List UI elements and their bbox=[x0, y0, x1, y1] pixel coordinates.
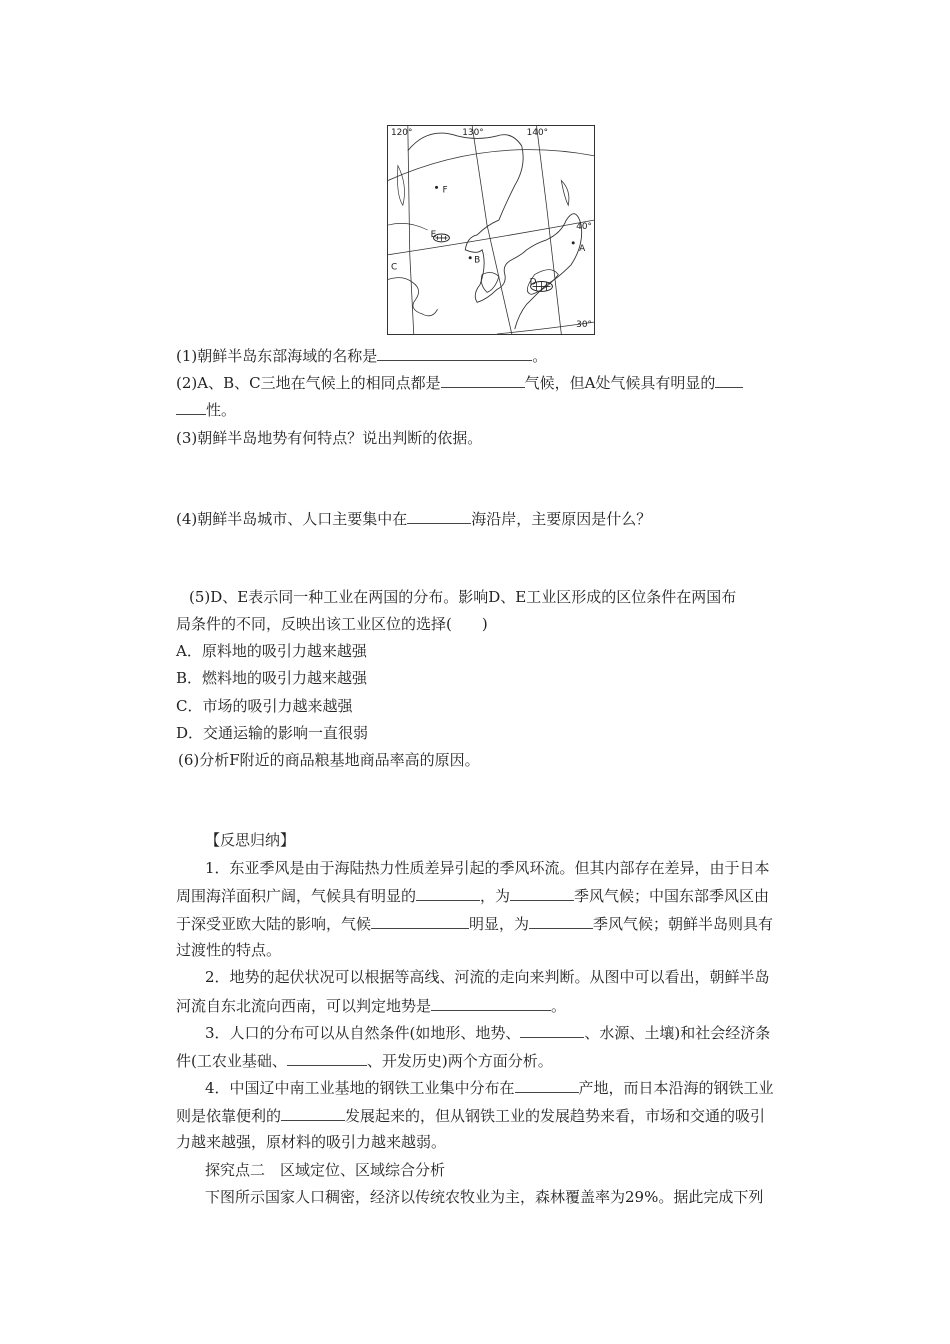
answer-blank[interactable] bbox=[176, 398, 206, 415]
option-b[interactable]: B．燃料地的吸引力越来越强 bbox=[176, 669, 368, 687]
question-1: (1)朝鲜半岛东部海域的名称是 。 bbox=[176, 344, 547, 367]
option-c[interactable]: C．市场的吸引力越来越强 bbox=[176, 697, 353, 715]
lon-label-120: 120° bbox=[390, 127, 413, 138]
east-asia-map bbox=[387, 125, 595, 335]
reflection-p1-line2: 周围海洋面积广阔，气候具有明显的 ，为 季风气候；中国东部季风区由 bbox=[176, 884, 769, 907]
answer-blank[interactable] bbox=[407, 507, 471, 524]
reflection-p4-line2: 则是依靠便利的 发展起来的，但从钢铁工业的发展趋势来看，市场和交通的吸引 bbox=[176, 1104, 765, 1127]
parallel-40 bbox=[388, 220, 594, 255]
point-a-dot bbox=[572, 241, 575, 244]
reflection-p1-line4: 过渡性的特点。 bbox=[176, 941, 282, 959]
answer-blank[interactable] bbox=[431, 994, 551, 1011]
reflection-p2-line1: 2．地势的起伏状况可以根据等高线、河流的走向来判断。从图中可以看出，朝鲜半岛 bbox=[205, 968, 770, 986]
option-d[interactable]: D．交通运输的影响一直很弱 bbox=[176, 724, 369, 742]
reflection-p3-line1: 3．人口的分布可以从自然条件(如地形、地势、 、水源、土壤)和社会经济条 bbox=[205, 1021, 770, 1044]
reflection-p4-line3: 力越来越强，原材料的吸引力越来越弱。 bbox=[176, 1133, 447, 1151]
lat-label-30: 30° bbox=[576, 320, 592, 331]
river-line bbox=[388, 223, 428, 230]
answer-blank[interactable] bbox=[377, 344, 532, 361]
parallel-50 bbox=[388, 150, 594, 181]
answer-blank[interactable] bbox=[510, 884, 574, 901]
answer-blank[interactable] bbox=[371, 912, 469, 929]
river-mark bbox=[397, 166, 404, 206]
answer-blank[interactable] bbox=[515, 1076, 579, 1093]
question-4: (4)朝鲜半岛城市、人口主要集中在 海沿岸，主要原因是什么？ bbox=[176, 507, 651, 530]
answer-blank[interactable] bbox=[281, 1104, 345, 1121]
lon-label-130: 130° bbox=[462, 127, 484, 138]
answer-blank[interactable] bbox=[287, 1049, 367, 1066]
reflection-p4-line1: 4．中国辽中南工业基地的钢铁工业集中分布在 产地，而日本沿海的钢铁工业 bbox=[205, 1076, 774, 1099]
point-f-dot bbox=[435, 186, 438, 189]
question-5-line1: (5)D、E表示同一种工业在两国的分布。影响D、E工业区形成的区位条件在两国布 bbox=[189, 588, 737, 606]
question-5-line2: 局条件的不同，反映出该工业区位的选择( ) bbox=[176, 615, 488, 633]
reflection-p2-line2: 河流自东北流向西南，可以判定地势是 。 bbox=[176, 994, 566, 1017]
question-2: (2)A、B、C三地在气候上的相同点都是 气候，但A处气候具有明显的 bbox=[176, 371, 743, 394]
answer-blank[interactable] bbox=[715, 371, 743, 388]
answer-blank[interactable] bbox=[416, 884, 480, 901]
answer-blank[interactable] bbox=[529, 912, 593, 929]
option-a[interactable]: A．原料地的吸引力越来越强 bbox=[176, 642, 367, 660]
lat-label-40: 40° bbox=[576, 222, 592, 233]
meridian-120 bbox=[408, 126, 414, 334]
answer-blank[interactable] bbox=[441, 371, 525, 388]
point-label-f: F bbox=[442, 185, 448, 196]
section-2-intro: 下图所示国家人口稠密，经济以传统农牧业为主，森林覆盖率为29%。据此完成下列 bbox=[205, 1188, 764, 1206]
answer-blank[interactable] bbox=[520, 1021, 584, 1038]
point-label-d: D bbox=[529, 277, 537, 288]
reflection-p1-line1: 1．东亚季风是由于海陆热力性质差异引起的季风环流。但其内部存在差异，由于日本 bbox=[205, 859, 770, 877]
question-6: (6)分析F附近的商品粮基地商品率高的原因。 bbox=[178, 751, 480, 769]
point-label-e: E bbox=[430, 229, 437, 240]
reflection-p3-line2: 件(工农业基础、 、开发历史)两个方面分析。 bbox=[176, 1049, 553, 1072]
korea-peninsula bbox=[481, 273, 499, 293]
hokkaido bbox=[561, 180, 569, 205]
lon-label-140: 140° bbox=[526, 127, 549, 138]
point-b-dot bbox=[469, 256, 472, 259]
reflection-p1-line3: 于深受亚欧大陆的影响，气候 明显，为 季风气候；朝鲜半岛则具有 bbox=[176, 912, 773, 935]
question-2-cont: 性。 bbox=[176, 398, 236, 421]
reflection-title: 【反思归纳】 bbox=[205, 831, 296, 849]
point-label-a: A bbox=[579, 243, 586, 254]
map-svg bbox=[388, 126, 594, 334]
region-e-lines bbox=[436, 235, 448, 241]
section-2-heading: 探究点二 区域定位、区域综合分析 bbox=[205, 1161, 446, 1179]
point-label-c: C bbox=[390, 262, 398, 273]
question-3: (3)朝鲜半岛地势有何特点？说出判断的依据。 bbox=[176, 429, 483, 447]
meridian-130 bbox=[472, 126, 512, 334]
point-label-b: B bbox=[474, 255, 481, 266]
